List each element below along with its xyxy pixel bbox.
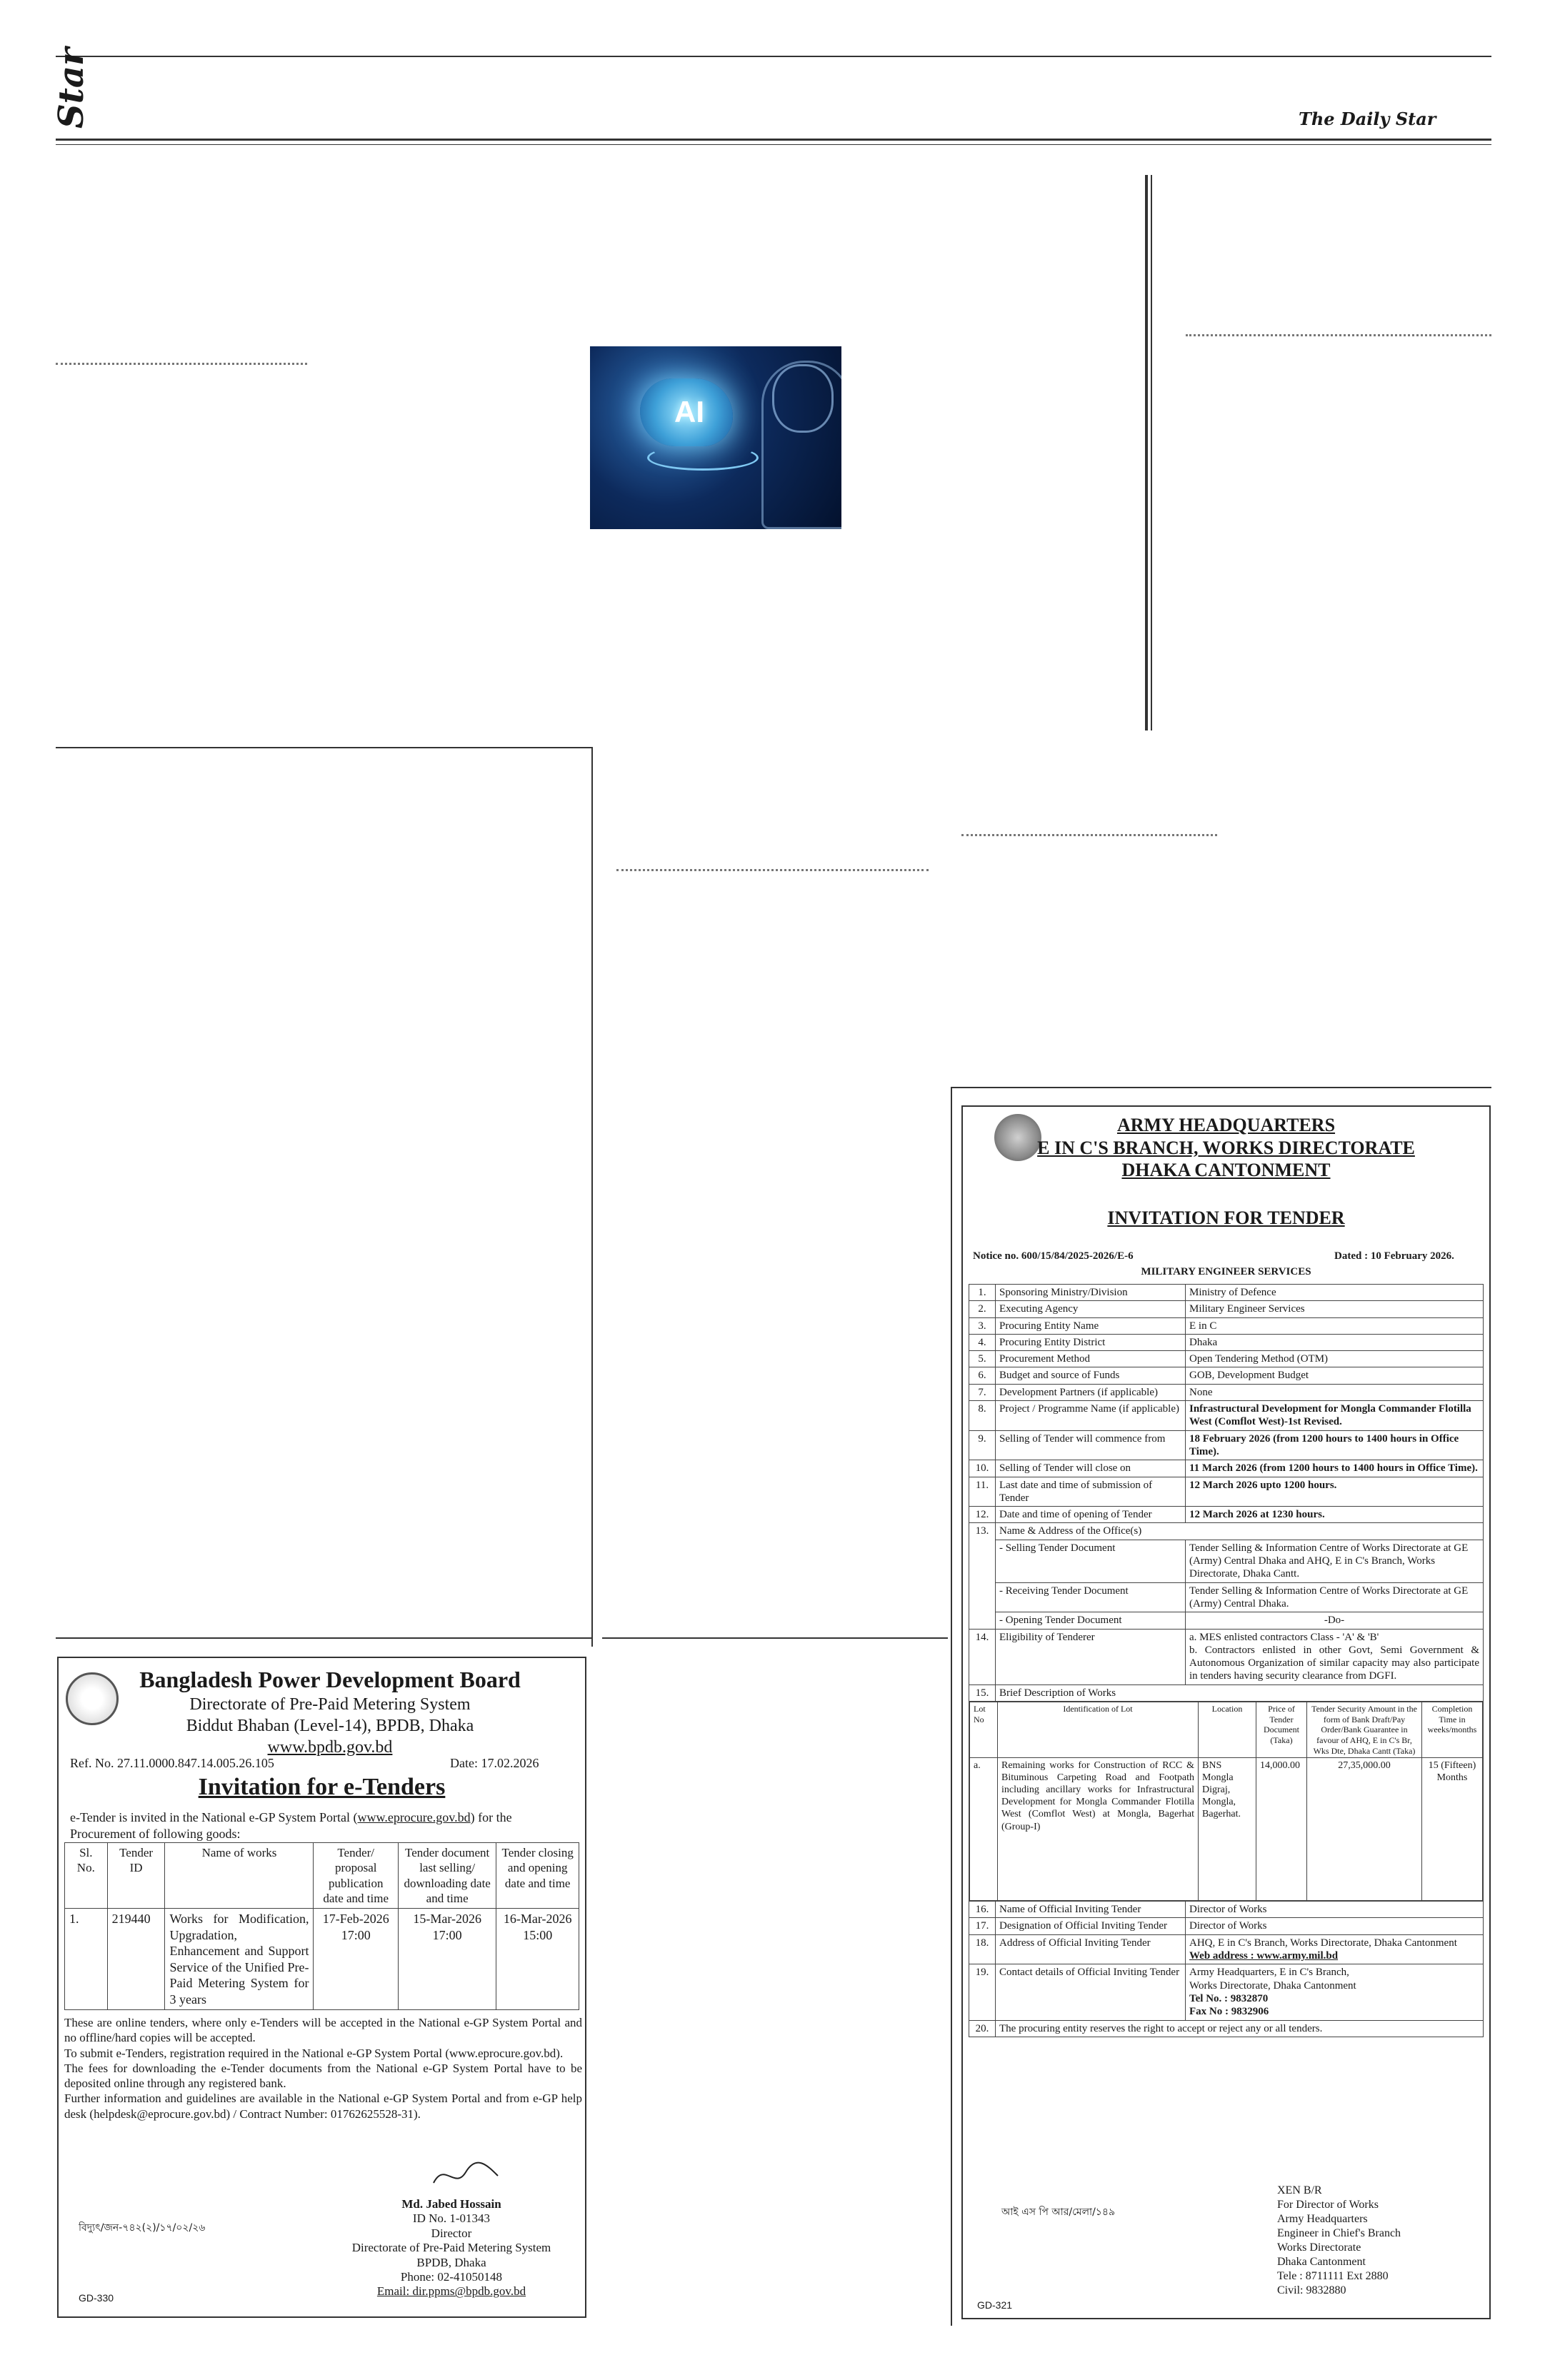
table-row: a. Remaining works for Construction of RCC & Bituminous Carpeting Road and Footpath including ancillary works for Infrastructural Development for Mongla Commander Flotilla West (Comflot West) at Mongla, Bagerhat (Group-I) BNS Mongla Digraj, Mongla, Bagerhat. 14,000.00 27,35,000.00 15 (Fifteen) Months	[970, 1758, 1483, 1901]
table-row: 5. Procurement Method Open Tendering Method (OTM)	[969, 1351, 1484, 1367]
left-column-vertical-rule	[591, 747, 593, 1647]
header-bottom-rule	[56, 139, 1491, 141]
table-row: 1. Sponsoring Ministry/Division Ministry of Defence	[969, 1285, 1484, 1301]
mid-column-bottom-rule	[602, 1637, 948, 1639]
signer-org: BPDB, Dhaka	[416, 2255, 486, 2269]
table-row: 15. Brief Description of Works	[969, 1684, 1484, 1701]
bpdb-org-name: Bangladesh Power Development Board	[139, 1667, 521, 1692]
army-tender-ad: ARMY HEADQUARTERS E IN C'S BRANCH, WORKS DIRECTORATE DHAKA CANTONMENT INVITATION FOR TENDER Notice no. 600/15/84/2025-2026/E-6 Dated : 10 February 2026. MILITARY ENGINEER SERVICES 1. Sponsoring Ministry/Division Ministry of Defence 2. Executing Agency Military Engineer Services 3. Procuring Entity Name E in C 4. Procuring Entity District Dhaka 5. Procurement Method Open Tendering Method (OTM) 6. Budget and source of Funds GOB, Development Budget 7. Development Partners (if applicable) None 8. Project / Programme Name (if applicable) Infrastructural Development for Mongla Commander Flotilla West (Comflot West)-1st Revised. 9. Selling of Tender will commence from 18 February 2026 (from 1200 hours to 1400 hours in Office Time). 10. Selling of Tender will close on 11 March 2026 (from 1200 hours to 1400 hours in Office Time). 11. Last date and time of submission of Tender 12 March 2026 upto 1200 hours. 12. Date and time of opening of Tender 12 March 2026 at 1230 hours. 13. Name & Address of the Office(s) - Selling Tender Document Tender Selling & Information Centre of Works Directorate at GE (Army) Central Dhaka and AHQ, E in C's Branch, Works Directorate, Dhaka Cantt. - Receiving Tender Document Tender Selling & Information Centre of Works Directorate at GE (Army) Central Dhaka. - Opening Tender Document -Do- 14. Eligibility of Tenderer a. MES enlisted contractors Class - 'A' & 'B' b. Contractors enlisted in other Govt, Semi Government & Autonomous Organization of similar capacity may also participate in tenders having security clearance from DGFI. 15. Brief Description of Works Lot No Identification of Lot Location Price of Tender Document (Taka) Tender Security Amount in the form of Bank Draft/Pay Order/Bank Guarantee in favour of AHQ, E in C's Br, Wks Dte, Dhaka Cantt (Taka) Completion Time in weeks/months a. Remaining works for Construction of RCC & Bituminous Carpeting Road and Footpath including ancillary works for Infrastructural Development for Mongla Commander Flotilla West (Comflot West) at Mongla, Bagerhat (Group-I) BNS Mongla Digraj, Mongla, Bagerhat. 14,000.00 27,35,000.00 15 (Fifteen) Months 16. Name of Official Inviting Tender Director of Works 17. Designation of Official Inviting Tender Director of Works 18. Address of Official Inviting Tender AHQ, E in C's Branch, Works Directorate, Dhaka Cantonment Web address : www.army.mil.bd 19. Contact details of Official Inviting Tender Army Headquarters, E in C's Branch, Works Directorate, Dhaka Cantonment Tel No. : 9832870 Fax No : 9832906 20. The procuring entity reserves the right to accept or reject any or all tenders. আই এস পি আর/মেলা/১৪৯ XEN B/R For Director of Works Army Headquarters Engineer in Chief's Branch Works Directorate Dhaka Cantonment Tele : 8711111 Ext 2880 Civil: 9832880 GD-321	[961, 1105, 1491, 2319]
left-column-top-rule	[56, 747, 593, 748]
table-row: 7. Development Partners (if applicable) None	[969, 1384, 1484, 1400]
table-row: 6. Budget and source of Funds GOB, Development Budget	[969, 1367, 1484, 1384]
table-header: Tender ID	[107, 1843, 165, 1909]
signer-phone: Phone: 02-41050148	[400, 2269, 503, 2284]
table-row: - Opening Tender Document -Do-	[969, 1612, 1484, 1629]
table-row: 17. Designation of Official Inviting Tender Director of Works	[969, 1918, 1484, 1934]
table-row: 20. The procuring entity reserves the right to accept or reject any or all tenders.	[969, 2020, 1484, 2037]
left-column-bottom-rule	[56, 1637, 593, 1639]
eligibility-a: a. MES enlisted contractors Class - 'A' & 'B'	[1189, 1631, 1379, 1643]
table-row: 18. Address of Official Inviting Tender AHQ, E in C's Branch, Works Directorate, Dhaka Cantonment Web address : www.army.mil.bd	[969, 1934, 1484, 1964]
bpdb-note: These are online tenders, where only e-Tenders will be accepted in the National e-GP System Portal and no offline/hard copies will be accepted.	[64, 2016, 582, 2045]
army-dated: Dated : 10 February 2026.	[1334, 1250, 1454, 1262]
bpdb-date: Date: 17.02.2026	[450, 1756, 539, 1770]
bpdb-tender-table	[64, 1842, 579, 2010]
table-row: 14. Eligibility of Tenderer a. MES enlisted contractors Class - 'A' & 'B' b. Contractors enlisted in other Govt, Semi Government & Autonomous Organization of similar capacity may also participate in tenders having security clearance from DGFI.	[969, 1629, 1484, 1684]
bpdb-note: Further information and guidelines are available in the National e-GP System Portal and from e-GP help desk (helpdesk@eprocure.gov.bd) / Contract Number: 01762625528-31).	[64, 2092, 582, 2121]
table-row: 1. 219440 Works for Modification, Upgradation, Enhancement and Support Service of the Unified Pre-Paid Metering System for 3 years 17-Feb-2026 17:00 15-Mar-2026 17:00 16-Mar-2026 15:00	[65, 1909, 579, 2010]
bpdb-department: Directorate of Pre-Paid Metering System	[189, 1695, 471, 1714]
bpdb-seal-icon	[66, 1672, 119, 1725]
table-row: 8. Project / Programme Name (if applicable) Infrastructural Development for Mongla Commander Flotilla West (Comflot West)-1st Revised.	[969, 1401, 1484, 1431]
hand-icon	[647, 445, 759, 471]
signer-email-link[interactable]: Email: dir.ppms@bpdb.gov.bd	[376, 2284, 526, 2299]
table-header: Tender closing and opening date and time	[496, 1843, 579, 1909]
star-logo: Star	[51, 47, 91, 129]
works-header: Tender Security Amount in the form of Bank Draft/Pay Order/Bank Guarantee in favour of AHQ, E in C's Br, Wks Dte, Dhaka Cantt (Taka)	[1307, 1702, 1422, 1758]
bpdb-note: To submit e-Tenders, registration required in the National e-GP System Portal (www.eprocure.gov.bd).	[64, 2046, 564, 2060]
signer-dept: Directorate of Pre-Paid Metering System	[351, 2241, 551, 2255]
table-row: 10. Selling of Tender will close on 11 March 2026 (from 1200 hours to 1400 hours in Office Time).	[969, 1460, 1484, 1477]
table-row: 9. Selling of Tender will commence from 18 February 2026 (from 1200 hours to 1400 hours in Office Time).	[969, 1430, 1484, 1460]
army-heading: INVITATION FOR TENDER	[1107, 1207, 1345, 1228]
army-hq-line1: ARMY HEADQUARTERS	[1116, 1115, 1336, 1135]
table-header: Name of works	[165, 1843, 314, 1909]
table-row: - Selling Tender Document Tender Selling & Information Centre of Works Directorate at GE (Army) Central Dhaka and AHQ, E in C's Branch, Works Directorate, Dhaka Cantt.	[969, 1540, 1484, 1582]
mid-right-vertical-rule	[951, 1087, 952, 2326]
table-header: Tender/ proposal publication date and time	[314, 1843, 398, 1909]
bpdb-note: The fees for downloading the e-Tender documents from the National e-GP System Portal have to be deposited online through any registered bank.	[64, 2061, 582, 2090]
mid-divider-a	[616, 869, 929, 871]
table-row: 19. Contact details of Official Inviting Tender Army Headquarters, E in C's Branch, Works Directorate, Dhaka Cantonment Tel No. : 9832870 Fax No : 9832906	[969, 1964, 1484, 2020]
army-web-link[interactable]: Web address : www.army.mil.bd	[1189, 1950, 1339, 1962]
army-hq-line3: DHAKA CANTONMENT	[1121, 1160, 1331, 1181]
column-separator-double-b	[1151, 175, 1152, 730]
bpdb-tender-ad	[57, 1657, 586, 2318]
table-row: 11. Last date and time of submission of Tender 12 March 2026 upto 1200 hours.	[969, 1477, 1484, 1507]
table-row: 13. Name & Address of the Office(s)	[969, 1523, 1484, 1540]
works-header: Identification of Lot	[998, 1702, 1199, 1758]
signer-name: Md. Jabed Hossain	[401, 2197, 501, 2211]
signature-mark	[430, 2158, 501, 2194]
table-row: 12. Date and time of opening of Tender 12 March 2026 at 1230 hours.	[969, 1507, 1484, 1523]
bpdb-address: Biddut Bhaban (Level-14), BPDB, Dhaka	[186, 1717, 474, 1735]
army-bangla-ref: আই এস পি আর/মেলা/১৪৯	[1001, 2206, 1116, 2218]
ai-label: AI	[674, 395, 704, 428]
bpdb-gd-code: GD-330	[79, 2292, 114, 2304]
works-table	[969, 1702, 1483, 1901]
works-header: Lot No	[970, 1702, 998, 1758]
eligibility-b: b. Contractors enlisted in other Govt, Semi Government & Autonomous Organization of similar capacity may also participate in tenders having security clearance from DGFI.	[1189, 1644, 1479, 1682]
bpdb-intro: e-Tender is invited in the National e-GP System Portal (www.eprocure.gov.bd) for the Procurement of following goods:	[70, 1810, 512, 1841]
mid-divider-b	[961, 834, 1217, 836]
works-header: Location	[1199, 1702, 1256, 1758]
table-header: Sl. No.	[65, 1843, 108, 1909]
right-ad-top-rule	[952, 1087, 1491, 1088]
army-notice-no: Notice no. 600/15/84/2025-2026/E-6	[973, 1250, 1134, 1262]
army-gd-code: GD-321	[977, 2299, 1013, 2311]
table-row: 4. Procuring Entity District Dhaka	[969, 1334, 1484, 1350]
header-top-rule	[56, 56, 1491, 57]
works-header: Price of Tender Document (Taka)	[1256, 1702, 1307, 1758]
bpdb-website-link[interactable]: www.bpdb.gov.bd	[267, 1738, 393, 1757]
table-row: - Receiving Tender Document Tender Selling & Information Centre of Works Directorate at GE (Army) Central Dhaka.	[969, 1582, 1484, 1612]
bpdb-bangla-ref: বিদ্যুৎ/জন-৭৪২(২)/১৭/০২/২৬	[79, 2222, 206, 2234]
army-hq-line2: E IN C'S BRANCH, WORKS DIRECTORATE	[1037, 1137, 1415, 1158]
works-header: Completion Time in weeks/months	[1422, 1702, 1483, 1758]
army-service: MILITARY ENGINEER SERVICES	[1141, 1266, 1311, 1277]
bpdb-ref-no: Ref. No. 27.11.0000.847.14.005.26.105	[70, 1756, 274, 1770]
bpdb-heading: Invitation for e-Tenders	[198, 1774, 446, 1800]
table-row: 16. Name of Official Inviting Tender Director of Works	[969, 1902, 1484, 1918]
masthead-brand: The Daily Star	[1299, 109, 1436, 129]
signer-title: Director	[431, 2226, 472, 2240]
top-right-divider	[1186, 334, 1491, 336]
army-tender-table	[969, 1284, 1484, 2037]
ai-hero-image	[590, 346, 841, 529]
signer-id: ID No. 1-01343	[412, 2211, 491, 2226]
table-row: 2. Executing Agency Military Engineer Services	[969, 1301, 1484, 1317]
header-bottom-rule-2	[56, 144, 1491, 145]
eprocure-link[interactable]: www.eprocure.gov.bd	[357, 1810, 471, 1824]
table-row: 3. Procuring Entity Name E in C	[969, 1317, 1484, 1334]
top-left-divider	[56, 363, 307, 365]
table-header: Tender document last selling/ downloading date and time	[398, 1843, 496, 1909]
column-separator-double-a	[1145, 175, 1148, 730]
